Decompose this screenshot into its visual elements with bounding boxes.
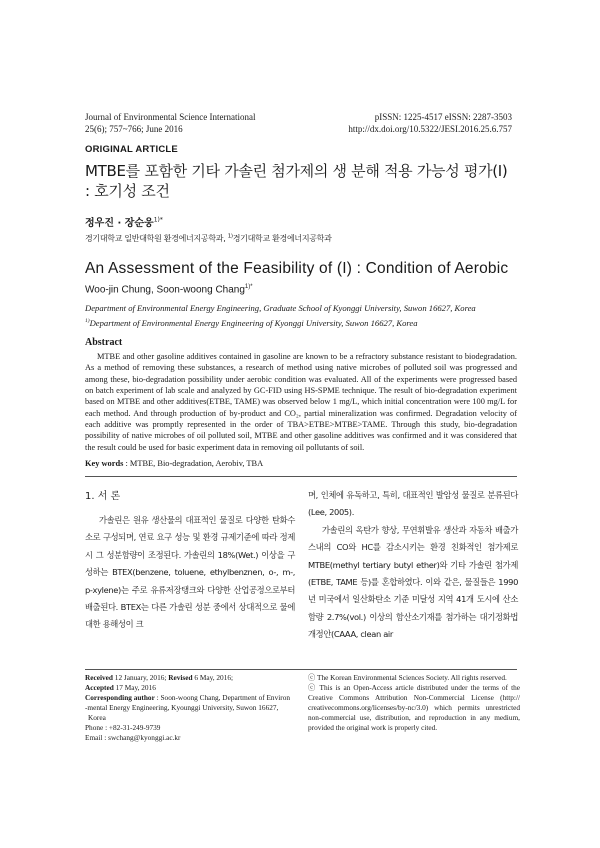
section-heading-introduction: 1. 서 론 [85, 491, 121, 502]
affiliation-korean [85, 233, 332, 244]
footnote-dates-line2 [85, 683, 297, 693]
title-korean [85, 161, 525, 201]
authors-english-sup: 1)* [244, 284, 253, 290]
body-left-paragraph: 가솔린은 원유 생산물의 대표적인 물질로 다양한 탄화수소로 구성되며, 연료 요구 성능 및 환경 규제기준에 따라 정제 시 그 성분함량이 조정된다. 가솔린의 18%(Wet.) 이상을 구성하는 BTEX(benzene, toluene, ethylbenznen, o-, m-, p-xylene)는 주로 유류저장탱크와 다양한 산업공정으로부터 배출된다. BTEX는 다른 가솔린 성분 중에서 상대적으로 물에 대한 용해성이 크 [85, 515, 295, 630]
authors-korean-sup: 1)* [153, 216, 163, 224]
footnote-info [85, 673, 297, 743]
journal-issue: 25(6); 757~766; June 2016 [85, 124, 183, 134]
received-date: 12 January, 2016; [112, 673, 169, 682]
email[interactable]: Email : swchang@kyonggi.ac.kr [85, 733, 181, 742]
copyright-line-2: ⓒ This is an Open-Access article distributed under the terms of the Creative Commons Attribution Non-Commercial License (http:// creativecommons.org/licenses/by-nc/3.0) which permits unrestricted non-commercial use, distribution, and reproduction in any medium, provided the original work is properly cited. [308, 683, 520, 732]
copyright-line-1: ⓒ The Korean Environmental Sciences Society. All rights reserved. [308, 673, 507, 682]
corresponding-text-3: Korea [88, 713, 106, 722]
abstract-heading: Abstract [85, 337, 123, 348]
body-column-left [85, 512, 295, 634]
authors-korean-names: 정우진 · 장순웅 [85, 218, 154, 229]
affiliation-korean-2: 경기대학교 환경에너지공학과 [232, 234, 332, 243]
divider-footnote [85, 669, 517, 670]
keywords [85, 459, 263, 468]
affiliation-english-2-wrap [85, 315, 476, 329]
keywords-text: : MTBE, Bio-degradation, Aerobiv, TBA [123, 459, 264, 468]
footnote-dates-line1 [85, 673, 297, 683]
received-label: Received [85, 673, 113, 682]
doi-link[interactable]: http://dx.doi.org/10.5322/JESI.2016.25.6.757 [348, 124, 512, 134]
revised-label: Revised [168, 673, 193, 682]
corresponding-label: Corresponding author [85, 693, 155, 702]
keywords-label: Key words [85, 459, 124, 468]
title-korean-line2: : 호기성 조건 [85, 182, 170, 200]
revised-date: 6 May, 2016; [192, 673, 234, 682]
authors-korean [85, 214, 163, 229]
divider-top [85, 476, 517, 477]
affiliation-korean-1: 경기대학교 일반대학원 환경에너지공학과, [85, 234, 228, 243]
affiliation-english-2-sup: 1) [85, 317, 90, 324]
title-korean-line1: MTBE를 포함한 기타 가솔린 첨가제의 생 분해 적용 가능성 평가(Ⅰ) [85, 162, 508, 180]
accepted-date: 17 May, 2016 [113, 683, 156, 692]
affiliation-english-2: Department of Environmental Energy Engineering of Kyonggi University, Suwon 16627, Korea [89, 317, 418, 328]
corresponding-text-1: : Soon-woong Chang, Department of Environ [154, 693, 290, 702]
journal-identifiers [348, 111, 512, 135]
affiliation-korean-sup: 1) [227, 233, 233, 240]
corresponding-author [85, 693, 297, 703]
affiliation-english-1: Department of Environmental Energy Engineering, Graduate School of Kyonggi University, Suwon 16627, Korea [85, 303, 476, 313]
phone: Phone : +82-31-249-9739 [85, 723, 161, 732]
copyright-notice [308, 673, 520, 733]
issn: pISSN: 1225-4517 eISSN: 2287-3503 [374, 112, 512, 122]
title-english: An Assessment of the Feasibility of (I) : Condition of Aerobic [85, 260, 509, 277]
abstract-text: MTBE and other gasoline additives contained in gasoline are known to be a refractory substance resistant to biodegradation. As a method of removing these substances, a research of method using native microbes of polluted soil was progressed and among these, bio-degradation possibility under aerobic condition was evaluated. All of the experiments were progressed based on batch experiment of lab scale and analyzed by GC-FID using HS-SPME technique. The result of bio-degradation experiment based on MTBE and other additives(ETBE, TAME) was observed below 1 mg/L, which initial concentration were 100 mg/L for each method. And through production of by-product and CO₂, partial mineralization was confirmed. Degradation velocity of each additive was promptly represented in the order of TBA>ETBE>MTBE>TAME. Through this study, bio-degradation possibility of native microbes of oil polluted soil, MTBE and other gasoline additives was confirmed and it was considered that the result could be used for basic experiment data in removing oil pollutants of soil. [85, 352, 517, 452]
article-type: ORIGINAL ARTICLE [85, 144, 178, 155]
authors-english [85, 284, 253, 295]
accepted-label: Accepted [85, 683, 114, 692]
corresponding-text-2: -mental Energy Engineering, Kyounggi University, Suwon 16627, [85, 703, 279, 712]
authors-english-names: Woo-jin Chung, Soon-woong Chang [85, 284, 245, 296]
affiliation-english [85, 302, 476, 329]
body-right-paragraph-2: 가솔린의 옥탄가 향상, 무연휘발유 생산과 자동차 배출가스내의 CO와 HC를 감소시키는 환경 친화적인 첨가제로 MTBE(methyl tertiary butyl ether)와 기타 가솔린 첨가제(ETBE, TAME 등)를 혼합하였다. 이와 같은, 물질들은 1990년 미국에서 일산화탄소 기준 미달성 지역 41개 도시에 산소함량 2.7%(vol.) 이상의 함산소기재를 첨가하는 대기정화법 개정안(CAAA, clean air [308, 524, 518, 640]
body-right-paragraph-1: 며, 인체에 유독하고, 특히, 대표적인 발암성 물질로 분류된다(Lee, 2005). [308, 490, 518, 518]
body-column-right [308, 487, 518, 644]
journal-name: Journal of Environmental Science International [85, 112, 256, 122]
journal-info [85, 111, 255, 135]
